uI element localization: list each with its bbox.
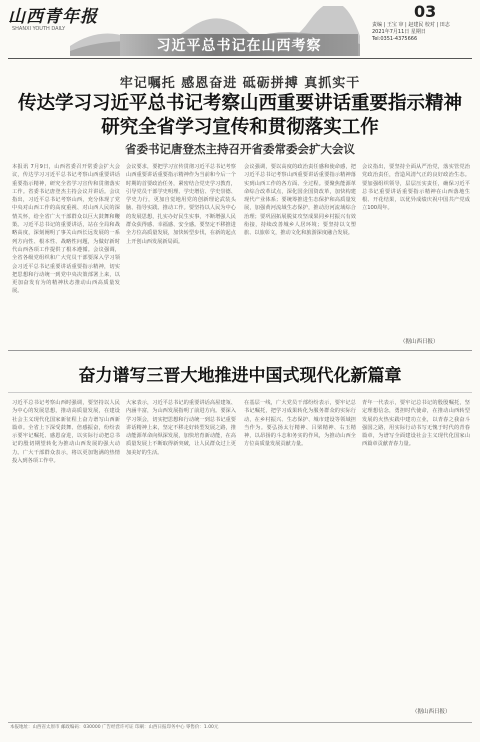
footer-text: 本报地址：山西省太原市 邮政编码：030000 广告经营许可证 印刷：山西日报印务中心 零售价：1.00元 <box>10 725 219 730</box>
lead-body-column: 会议要求，要把学习宣传贯彻习近平总书记考察山西重要讲话重要指示精神作为当前和今后一个时期的首要政治任务，紧密结合党史学习教育，引导党员干部学史明理、学史增信、学史崇德、学史力行，更加自觉地用党的创新理论武装头脑、指导实践、推动工作。要坚持以人民为中心的发展思想，扎实办好民生实事，不断增强人民群众获得感、幸福感、安全感。要坚定不移推进全方位高质量发展，加快转型步伐，在新的起点上开创山西发展新局面。 <box>126 164 236 245</box>
lead-headline <box>0 92 480 140</box>
lead-kicker: 牢记嘱托 感恩奋进 砥砺拼搏 真抓实干 <box>119 76 361 91</box>
page-info <box>372 22 476 43</box>
page-number: 03 <box>414 2 437 21</box>
divider <box>8 350 472 351</box>
lead-body-column: 会议强调，要以高度的政治责任感和使命感，把习近平总书记考察山西重要讲话重要指示精神落实到山西工作的各方面、全过程。要聚焦能源革命综合改革试点，深化国企国资改革，加快构建现代产业体系；要统筹推进生态保护和高质量发展，加强黄河流域生态保护，推动汾河流域综合治理；要巩固拓展脱贫攻坚成果同乡村振兴有效衔接，持续改善城乡人居环境；要坚持以文塑旅、以旅彰文，推动文化和旅游深度融合发展。 <box>244 164 356 237</box>
lead-byline: （据山西日报） <box>400 339 439 345</box>
lead-body-column: 本报讯 7月9日，山西省委召开常委会扩大会议，传达学习习近平总书记考察山西重要讲话重要指示精神，研究全省学习宣传和贯彻落实工作。省委书记唐登杰主持会议并讲话。会议指出，习近平总书记考察山西，充分体现了党中央对山西工作的高度重视、对山西人民的深情关怀，给全省广大干部群众以巨大鼓舞和鞭策。习近平总书记的重要讲话，站在全局和战略高度，深刻阐明了事关山西长远发展的一系列方向性、根本性、战略性问题，为做好新时代山西各项工作提供了根本遵循。会议强调，全省各级党组织和广大党员干部要深入学习领会习近平总书记重要讲话重要指示精神，切实把思想和行动统一到党中央决策部署上来，以更加奋发有为的精神状态推动山西高质量发展。 <box>12 164 120 295</box>
masthead <box>0 0 480 60</box>
lead-subhead: 省委书记唐登杰主持召开省委常委会扩大会议 <box>125 142 355 156</box>
divider <box>8 58 472 59</box>
page-info-line: 2021年7月11日 星期日 <box>372 29 426 35</box>
lead-headline-line: 传达学习习近平总书记考察山西重要讲话重要指示精神 <box>17 93 462 114</box>
page-info-line: Tel:0351-4375666 <box>372 36 418 42</box>
lead-headline-line: 研究全省学习宣传和贯彻落实工作 <box>101 117 379 138</box>
second-byline: （据山西日报） <box>412 709 451 715</box>
second-body-column: 习近平总书记考察山西时强调，要坚持以人民为中心的发展思想，推动高质量发展，在建设社会主义现代化国家新征程上奋力谱写山西新篇章。全省上下深受鼓舞、倍感振奋，纷纷表示要牢记嘱托、感恩奋进，以实际行动把总书记的殷切期望转化为推动山西发展的强大动力。广大干部群众表示，将以更加饱满的热情投入到各项工作中。 <box>12 400 120 465</box>
newspaper-logo: 山西青年报 <box>8 7 98 27</box>
lead-body-column: 会议指出，要坚持全面从严治党，落实管党治党政治责任，营造风清气正的良好政治生态。要加强组织领导，层层压实责任，确保习近平总书记重要讲话重要指示精神在山西落地生根、开花结果，以优异成绩庆祝中国共产党成立100周年。 <box>362 164 470 212</box>
page-footer <box>8 722 472 741</box>
second-body-column: 青年一代表示，要牢记总书记的殷殷嘱托，坚定理想信念，勇担时代使命，在推动山西转型发展的火热实践中建功立业，以青春之我奋斗强国之路，用实际行动书写无愧于时代的青春篇章，为谱写全面建设社会主义现代化国家山西篇章贡献青春力量。 <box>362 400 470 448</box>
second-headline: 奋力谱写三晋大地推进中国式现代化新篇章 <box>78 366 402 386</box>
second-body-column: 大家表示，习近平总书记的重要讲话高屋建瓴、内涵丰富，为山西发展指明了前进方向。要深入学习领会，切实把思想和行动统一到总书记重要讲话精神上来，坚定不移走好转型发展之路，推动能源革命向纵深发展，加快培育新动能，在高质量发展上不断取得新突破，让人民群众过上更加美好的生活。 <box>126 400 236 456</box>
divider <box>8 392 472 393</box>
page-info-line: 责编 | 王宝 审 | 赵建民 校对 | 田志 <box>372 22 450 28</box>
second-body-column: 在基层一线，广大党员干部纷纷表示，要牢记总书记嘱托，把学习成果转化为服务群众的实际行动，在乡村振兴、生态保护、城市建设等领域担当作为。要弘扬太行精神、吕梁精神、右玉精神，以昂扬的斗志和务实的作风，为推动山西全方位高质量发展贡献力量。 <box>244 400 356 448</box>
column-title: 习近平总书记在山西考察 <box>156 38 322 54</box>
newspaper-logo-subtitle: SHANXI YOUTH DAILY <box>12 26 66 32</box>
column-banner <box>120 34 358 56</box>
